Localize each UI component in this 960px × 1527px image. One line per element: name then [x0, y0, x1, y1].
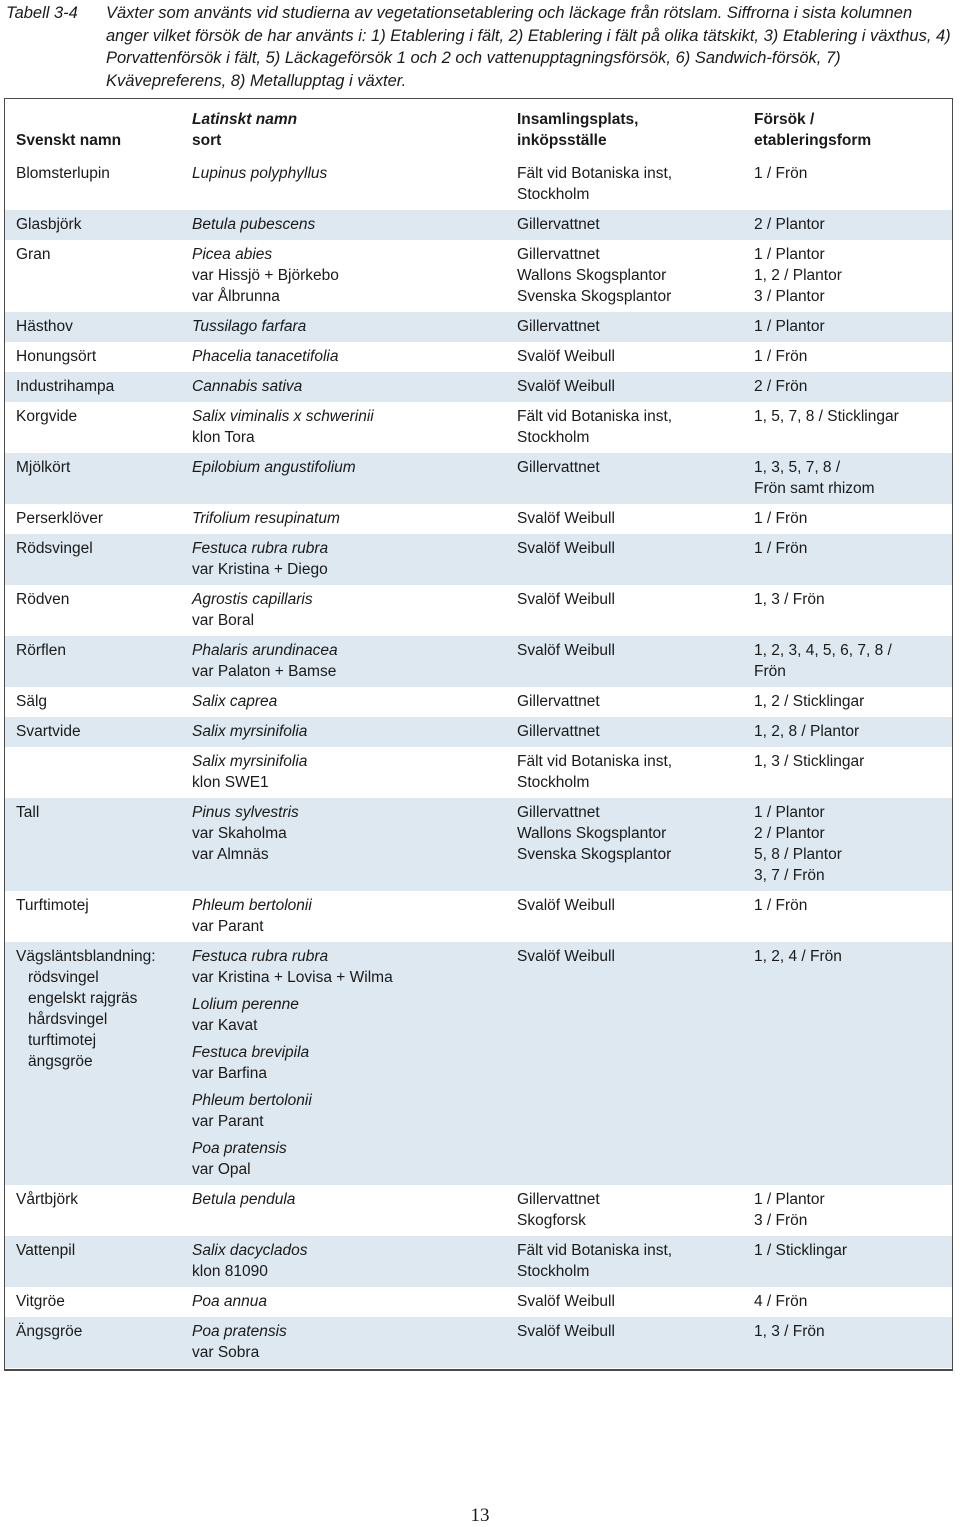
svenskt-namn: Glasbjörk	[16, 216, 82, 233]
cell-insamlingsplats	[506, 342, 743, 372]
cell-insamlingsplats	[506, 1317, 743, 1368]
cell-insamlingsplats	[506, 453, 743, 504]
latinskt-namn: Festuca rubra rubra	[192, 948, 329, 965]
cell-insamlingsplats	[506, 891, 743, 942]
cell-svenskt-namn	[5, 687, 181, 717]
forsok: 1 / Sticklingar	[754, 1242, 848, 1259]
latinskt-namn: Cannabis sativa	[192, 378, 303, 395]
cell-latinskt-namn	[181, 210, 506, 240]
svenskt-namn: Rödsvingel	[16, 540, 93, 557]
insamlingsplats: Gillervattnet	[517, 1191, 600, 1208]
forsok: 3 / Plantor	[754, 288, 825, 305]
forsok: 1 / Frön	[754, 348, 808, 365]
table-row	[5, 687, 952, 717]
svenskt-namn: Industrihampa	[16, 378, 115, 395]
cell-forsok	[743, 942, 952, 1185]
cell-latinskt-namn	[181, 891, 506, 942]
cell-latinskt-namn	[181, 402, 506, 453]
table-row	[5, 1317, 952, 1368]
table-row	[5, 1236, 952, 1287]
cell-latinskt-namn	[181, 636, 506, 687]
svenskt-namn: Gran	[16, 246, 51, 263]
insamlingsplats: Fält vid Botaniska inst,	[517, 1242, 673, 1259]
forsok: 1 / Frön	[754, 165, 808, 182]
cell-insamlingsplats	[506, 372, 743, 402]
header-insamling-label-1: Insamlingsplats,	[517, 111, 639, 128]
latinskt-namn: Betula pendula	[192, 1191, 296, 1208]
svenskt-namn: Vägsläntsblandning:	[16, 948, 156, 965]
cell-latinskt-namn	[181, 342, 506, 372]
svenskt-namn: Perserklöver	[16, 510, 103, 527]
forsok: 1, 5, 7, 8 / Sticklingar	[754, 408, 899, 425]
cell-insamlingsplats	[506, 798, 743, 891]
insamlingsplats: Svalöf Weibull	[517, 591, 615, 608]
forsok: 2 / Frön	[754, 378, 808, 395]
svenskt-namn: Tall	[16, 804, 40, 821]
cell-forsok	[743, 891, 952, 942]
cell-forsok	[743, 534, 952, 585]
svenskt-namn: Ängsgröe	[16, 1323, 83, 1340]
cell-insamlingsplats	[506, 240, 743, 312]
insamlingsplats: Gillervattnet	[517, 459, 600, 476]
header-latinskt-label: Latinskt namn	[192, 111, 298, 128]
cell-svenskt-namn	[5, 534, 181, 585]
svenskt-namn: Mjölkört	[16, 459, 71, 476]
latinskt-namn: Picea abies	[192, 246, 273, 263]
cell-svenskt-namn	[5, 504, 181, 534]
sort: var Kavat	[192, 1017, 258, 1034]
insamlingsplats: Stockholm	[517, 1263, 590, 1280]
forsok: Frön	[754, 663, 786, 680]
cell-latinskt-namn	[181, 453, 506, 504]
cell-insamlingsplats	[506, 312, 743, 342]
page-number: 13	[470, 1505, 490, 1526]
cell-svenskt-namn	[5, 312, 181, 342]
cell-forsok	[743, 342, 952, 372]
table-row	[5, 1185, 952, 1236]
cell-latinskt-namn	[181, 798, 506, 891]
insamlingsplats: Wallons Skogsplantor	[517, 267, 667, 284]
cell-svenskt-namn	[5, 585, 181, 636]
plant-table-grid	[5, 99, 952, 1368]
latinskt-namn: Festuca brevipila	[192, 1044, 310, 1061]
cell-insamlingsplats	[506, 534, 743, 585]
cell-forsok	[743, 372, 952, 402]
sort: var Opal	[192, 1161, 251, 1178]
cell-forsok	[743, 312, 952, 342]
cell-forsok	[743, 747, 952, 798]
forsok: 1 / Plantor	[754, 318, 825, 335]
sort: var Almnäs	[192, 846, 269, 863]
insamlingsplats: Svalöf Weibull	[517, 348, 615, 365]
cell-forsok	[743, 402, 952, 453]
insamlingsplats: Svalöf Weibull	[517, 897, 615, 914]
cell-insamlingsplats	[506, 942, 743, 1185]
latinskt-namn: Trifolium resupinatum	[192, 510, 340, 527]
insamlingsplats: Svalöf Weibull	[517, 378, 615, 395]
latinskt-namn: Epilobium angustifolium	[192, 459, 356, 476]
caption-text: Växter som använts vid studierna av vegetationsetablering och läckage från rötslam. Siffrorna i sista kolumnen anger vilket försök de har använts i: 1) Etablering i fält, 2) Etablering i fält på olika tätskikt, 3) Etablering i växthus, 4) Porvattenförsök i fält, 5) Läckageförsök 1 och 2 och vattenupptagningsförsök, 6) Sandwich-försök, 7) Kvävepreferens, 8) Metallupptag i växter.	[106, 4, 951, 90]
sort: klon SWE1	[192, 774, 269, 791]
header-sort-label: sort	[192, 132, 222, 149]
svenskt-namn: Korgvide	[16, 408, 78, 425]
svenskt-namn: Vårtbjörk	[16, 1191, 79, 1208]
cell-latinskt-namn	[181, 942, 506, 1185]
table-caption	[6, 0, 956, 92]
insamlingsplats: Svenska Skogsplantor	[517, 288, 672, 305]
cell-svenskt-namn	[5, 942, 181, 1185]
forsok: 1, 2 / Sticklingar	[754, 693, 865, 710]
sort: var Parant	[192, 918, 264, 935]
forsok: 1, 2 / Plantor	[754, 267, 842, 284]
svenskt-namn: Vitgröe	[16, 1293, 65, 1310]
latinskt-namn: Phleum bertolonii	[192, 1092, 312, 1109]
forsok: 3 / Frön	[754, 1212, 808, 1229]
header-forsok	[743, 99, 952, 159]
cell-forsok	[743, 585, 952, 636]
sort: var Parant	[192, 1113, 264, 1130]
latinskt-namn: Poa pratensis	[192, 1140, 287, 1157]
table-row	[5, 312, 952, 342]
header-svenskt-label: Svenskt namn	[16, 132, 122, 149]
latinskt-namn: Phalaris arundinacea	[192, 642, 338, 659]
svenskt-namn: Hästhov	[16, 318, 73, 335]
sort: var Boral	[192, 612, 255, 629]
table-row	[5, 504, 952, 534]
latinskt-namn: Salix caprea	[192, 693, 278, 710]
cell-svenskt-namn	[5, 636, 181, 687]
svenskt-namn: Svartvide	[16, 723, 81, 740]
cell-latinskt-namn	[181, 585, 506, 636]
insamlingsplats: Fält vid Botaniska inst,	[517, 408, 673, 425]
cell-forsok	[743, 636, 952, 687]
table-row	[5, 636, 952, 687]
forsok: 1 / Plantor	[754, 246, 825, 263]
cell-svenskt-namn	[5, 717, 181, 747]
svenskt-namn-component: ängsgröe	[28, 1053, 93, 1070]
insamlingsplats: Svalöf Weibull	[517, 1293, 615, 1310]
table-row	[5, 402, 952, 453]
insamlingsplats: Gillervattnet	[517, 216, 600, 233]
cell-latinskt-namn	[181, 312, 506, 342]
insamlingsplats: Gillervattnet	[517, 246, 600, 263]
cell-latinskt-namn	[181, 240, 506, 312]
cell-latinskt-namn	[181, 1236, 506, 1287]
insamlingsplats: Svenska Skogsplantor	[517, 846, 672, 863]
cell-svenskt-namn	[5, 1287, 181, 1317]
forsok: 4 / Frön	[754, 1293, 808, 1310]
svenskt-namn: Honungsört	[16, 348, 97, 365]
table-row	[5, 342, 952, 372]
forsok: 1 / Plantor	[754, 804, 825, 821]
cell-latinskt-namn	[181, 159, 506, 210]
cell-forsok	[743, 1185, 952, 1236]
sort: var Hissjö + Björkebo	[192, 267, 339, 284]
cell-forsok	[743, 210, 952, 240]
insamlingsplats: Svalöf Weibull	[517, 948, 615, 965]
cell-forsok	[743, 1287, 952, 1317]
cell-forsok	[743, 1317, 952, 1368]
insamlingsplats: Svalöf Weibull	[517, 510, 615, 527]
cell-insamlingsplats	[506, 402, 743, 453]
forsok: 5, 8 / Plantor	[754, 846, 842, 863]
cell-svenskt-namn	[5, 159, 181, 210]
cell-forsok	[743, 717, 952, 747]
latinskt-namn: Tussilago farfara	[192, 318, 307, 335]
cell-forsok	[743, 453, 952, 504]
forsok: Frön samt rhizom	[754, 480, 875, 497]
insamlingsplats: Gillervattnet	[517, 804, 600, 821]
caption-label: Tabell 3-4	[6, 4, 78, 22]
latinskt-namn: Agrostis capillaris	[192, 591, 313, 608]
cell-latinskt-namn	[181, 747, 506, 798]
header-svenskt-namn	[5, 99, 181, 159]
header-latinskt-namn	[181, 99, 506, 159]
insamlingsplats: Fält vid Botaniska inst,	[517, 753, 673, 770]
cell-svenskt-namn	[5, 210, 181, 240]
svenskt-namn: Sälg	[16, 693, 48, 710]
cell-insamlingsplats	[506, 210, 743, 240]
table-row	[5, 891, 952, 942]
sort: klon Tora	[192, 429, 255, 446]
sort: var Sobra	[192, 1344, 260, 1361]
latinskt-namn: Festuca rubra rubra	[192, 540, 329, 557]
svenskt-namn: Blomsterlupin	[16, 165, 110, 182]
svenskt-namn-component: rödsvingel	[28, 969, 99, 986]
latinskt-namn: Poa pratensis	[192, 1323, 287, 1340]
sort: var Kristina + Lovisa + Wilma	[192, 969, 393, 986]
cell-forsok	[743, 798, 952, 891]
forsok: 1, 2, 3, 4, 5, 6, 7, 8 /	[754, 642, 892, 659]
cell-svenskt-namn	[5, 240, 181, 312]
insamlingsplats: Skogforsk	[517, 1212, 586, 1229]
forsok: 1, 2, 4 / Frön	[754, 948, 842, 965]
svenskt-namn: Vattenpil	[16, 1242, 76, 1259]
insamlingsplats: Gillervattnet	[517, 318, 600, 335]
cell-insamlingsplats	[506, 1236, 743, 1287]
table-row	[5, 798, 952, 891]
cell-insamlingsplats	[506, 585, 743, 636]
table-row	[5, 942, 952, 1185]
sort: var Kristina + Diego	[192, 561, 328, 578]
cell-insamlingsplats	[506, 687, 743, 717]
cell-insamlingsplats	[506, 504, 743, 534]
insamlingsplats: Stockholm	[517, 429, 590, 446]
cell-svenskt-namn	[5, 1185, 181, 1236]
forsok: 3, 7 / Frön	[754, 867, 825, 884]
cell-latinskt-namn	[181, 1287, 506, 1317]
sort: var Palaton + Bamse	[192, 663, 337, 680]
insamlingsplats: Wallons Skogsplantor	[517, 825, 667, 842]
insamlingsplats: Gillervattnet	[517, 693, 600, 710]
insamlingsplats: Gillervattnet	[517, 723, 600, 740]
svenskt-namn-component: hårdsvingel	[28, 1011, 108, 1028]
header-insamling-label-2: inköpsställe	[517, 132, 607, 149]
header-forsok-label-1: Försök /	[754, 111, 815, 128]
forsok: 1, 3 / Frön	[754, 1323, 825, 1340]
insamlingsplats: Svalöf Weibull	[517, 540, 615, 557]
insamlingsplats: Fält vid Botaniska inst,	[517, 165, 673, 182]
table-row	[5, 210, 952, 240]
cell-latinskt-namn	[181, 687, 506, 717]
svenskt-namn-component: turftimotej	[28, 1032, 97, 1049]
latinskt-namn: Lupinus polyphyllus	[192, 165, 328, 182]
forsok: 2 / Plantor	[754, 825, 825, 842]
forsok: 2 / Plantor	[754, 216, 825, 233]
table-body	[5, 159, 952, 1368]
latinskt-namn: Lolium perenne	[192, 996, 299, 1013]
forsok: 1, 3, 5, 7, 8 /	[754, 459, 841, 476]
latinskt-namn: Pinus sylvestris	[192, 804, 299, 821]
cell-insamlingsplats	[506, 747, 743, 798]
cell-svenskt-namn	[5, 1236, 181, 1287]
sort: var Ålbrunna	[192, 288, 280, 305]
latinskt-namn: Salix viminalis x schwerinii	[192, 408, 374, 425]
latinskt-namn: Phacelia tanacetifolia	[192, 348, 339, 365]
cell-latinskt-namn	[181, 717, 506, 747]
cell-svenskt-namn	[5, 372, 181, 402]
cell-latinskt-namn	[181, 504, 506, 534]
table-header-row	[5, 99, 952, 159]
cell-latinskt-namn	[181, 372, 506, 402]
cell-svenskt-namn	[5, 453, 181, 504]
table-row	[5, 534, 952, 585]
insamlingsplats: Stockholm	[517, 186, 590, 203]
cell-latinskt-namn	[181, 1185, 506, 1236]
latinskt-namn: Salix myrsinifolia	[192, 753, 308, 770]
cell-insamlingsplats	[506, 1287, 743, 1317]
sort: var Skaholma	[192, 825, 287, 842]
header-forsok-label-2: etableringsform	[754, 132, 872, 149]
cell-forsok	[743, 1236, 952, 1287]
forsok: 1 / Frön	[754, 510, 808, 527]
sort: klon 81090	[192, 1263, 268, 1280]
cell-insamlingsplats	[506, 636, 743, 687]
table-row	[5, 717, 952, 747]
table-row	[5, 1287, 952, 1317]
forsok: 1, 3 / Sticklingar	[754, 753, 865, 770]
insamlingsplats: Svalöf Weibull	[517, 1323, 615, 1340]
forsok: 1, 2, 8 / Plantor	[754, 723, 860, 740]
svenskt-namn: Turftimotej	[16, 897, 89, 914]
insamlingsplats: Stockholm	[517, 774, 590, 791]
cell-svenskt-namn	[5, 891, 181, 942]
cell-forsok	[743, 504, 952, 534]
latinskt-namn: Betula pubescens	[192, 216, 316, 233]
table-row	[5, 159, 952, 210]
table-row	[5, 372, 952, 402]
cell-latinskt-namn	[181, 1317, 506, 1368]
cell-svenskt-namn	[5, 402, 181, 453]
header-insamlingsplats	[506, 99, 743, 159]
cell-latinskt-namn	[181, 534, 506, 585]
latinskt-namn: Phleum bertolonii	[192, 897, 312, 914]
forsok: 1 / Plantor	[754, 1191, 825, 1208]
latinskt-namn: Salix myrsinifolia	[192, 723, 308, 740]
cell-svenskt-namn	[5, 1317, 181, 1368]
table-row	[5, 747, 952, 798]
latinskt-namn: Salix dacyclados	[192, 1242, 308, 1259]
cell-insamlingsplats	[506, 1185, 743, 1236]
forsok: 1, 3 / Frön	[754, 591, 825, 608]
forsok: 1 / Frön	[754, 540, 808, 557]
cell-forsok	[743, 159, 952, 210]
table-row	[5, 240, 952, 312]
latinskt-namn: Poa annua	[192, 1293, 267, 1310]
svenskt-namn: Rödven	[16, 591, 70, 608]
table-row	[5, 585, 952, 636]
cell-insamlingsplats	[506, 717, 743, 747]
forsok: 1 / Frön	[754, 897, 808, 914]
svenskt-namn-component: engelskt rajgräs	[28, 990, 138, 1007]
sort: var Barfina	[192, 1065, 267, 1082]
table-row	[5, 453, 952, 504]
plant-table	[4, 98, 953, 1371]
cell-insamlingsplats	[506, 159, 743, 210]
cell-svenskt-namn	[5, 798, 181, 891]
svenskt-namn: Rörflen	[16, 642, 66, 659]
insamlingsplats: Svalöf Weibull	[517, 642, 615, 659]
cell-svenskt-namn	[5, 747, 181, 798]
cell-svenskt-namn	[5, 342, 181, 372]
cell-forsok	[743, 687, 952, 717]
cell-forsok	[743, 240, 952, 312]
